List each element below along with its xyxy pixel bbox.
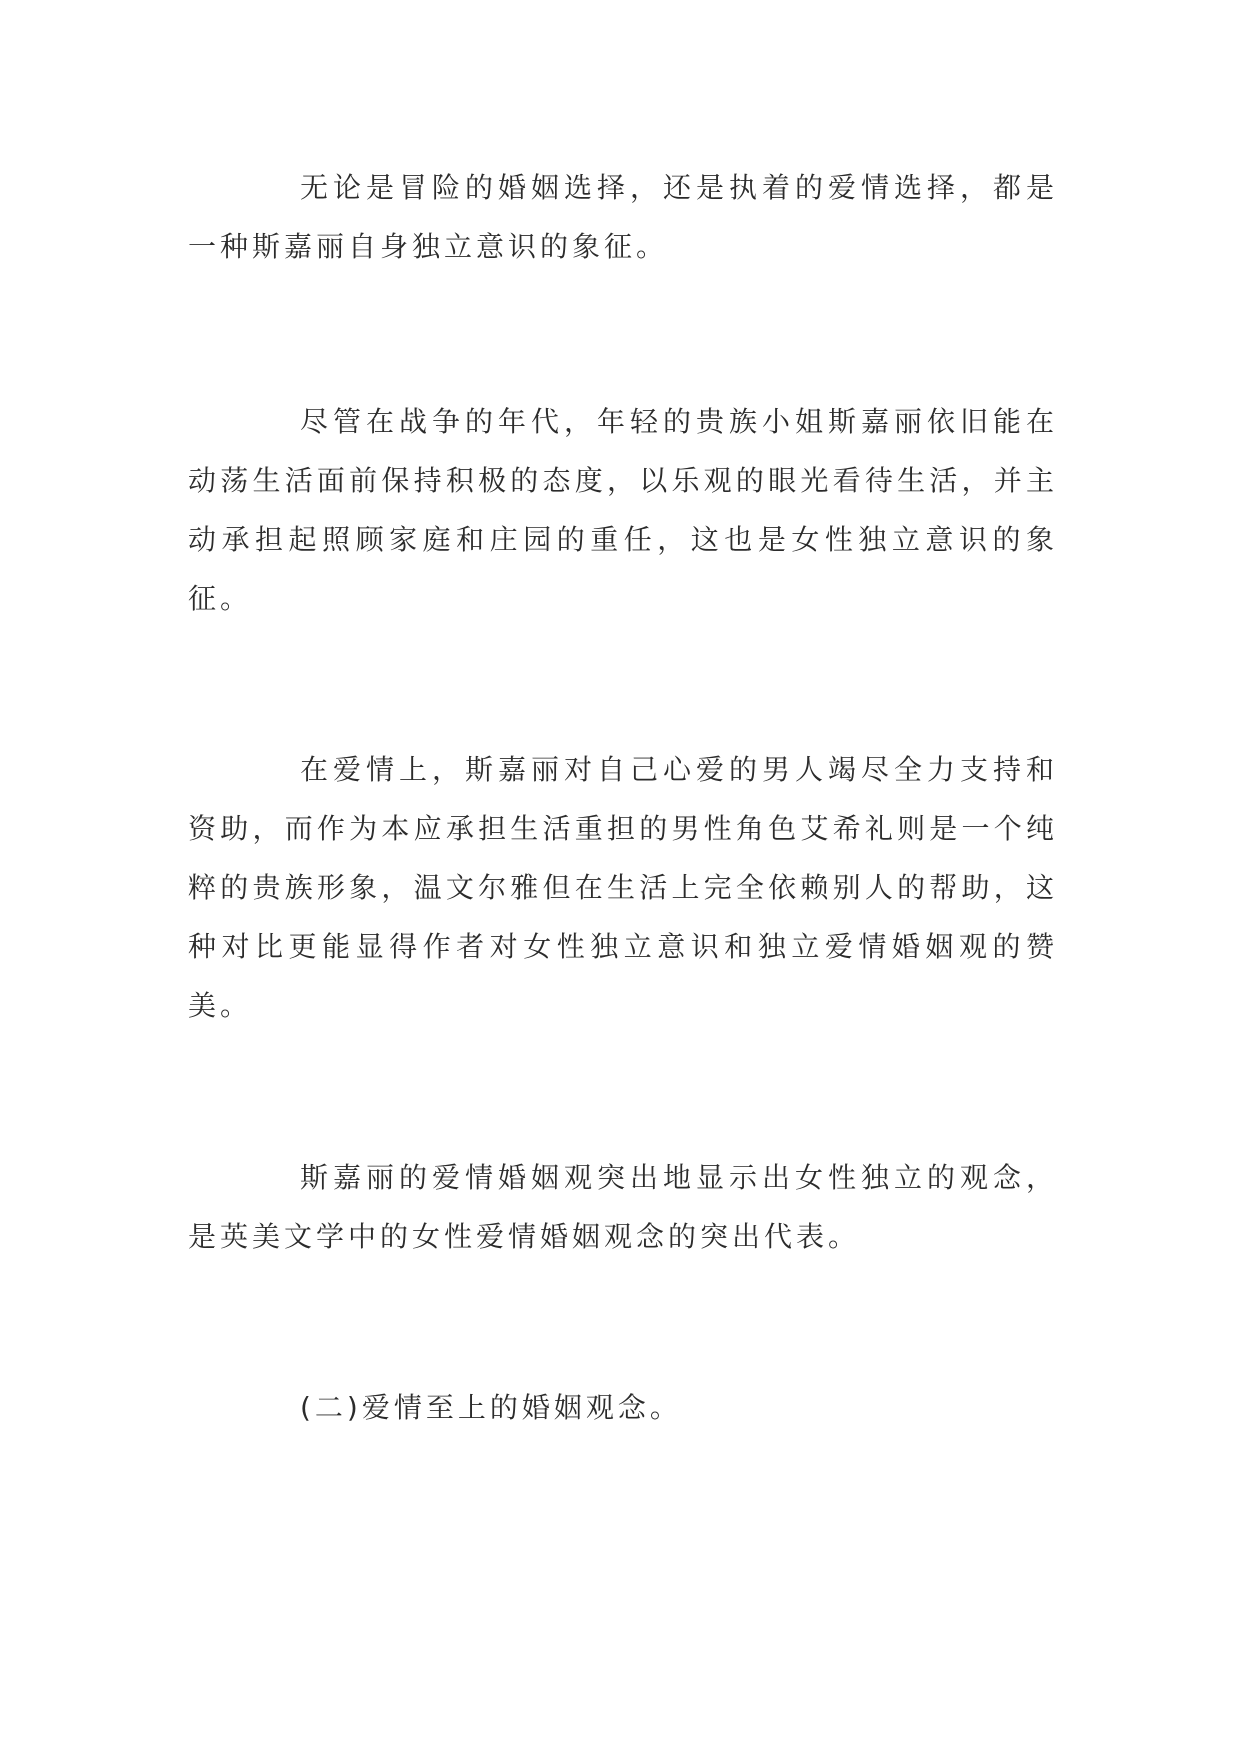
body-paragraph-3: 在爱情上，斯嘉丽对自己心爱的男人竭尽全力支持和资助，而作为本应承担生活重担的男性角色艾希礼则是一个纯粹的贵族形象，温文尔雅但在生活上完全依赖别人的帮助，这种对比更能显得作者对女性独立意识和独立爱情婚姻观的赞美。	[188, 753, 1058, 1022]
section-heading: (二)爱情至上的婚姻观念。	[300, 1391, 682, 1424]
body-paragraph-2: 尽管在战争的年代，年轻的贵族小姐斯嘉丽依旧能在动荡生活面前保持积极的态度，以乐观的眼光看待生活，并主动承担起照顾家庭和庄园的重任，这也是女性独立意识的象征。	[188, 405, 1058, 615]
body-paragraph-4: 斯嘉丽的爱情婚姻观突出地显示出女性独立的观念，是英美文学中的女性爱情婚姻观念的突出代表。	[188, 1161, 1058, 1253]
body-paragraph-1: 无论是冒险的婚姻选择，还是执着的爱情选择，都是一种斯嘉丽自身独立意识的象征。	[188, 171, 1058, 263]
